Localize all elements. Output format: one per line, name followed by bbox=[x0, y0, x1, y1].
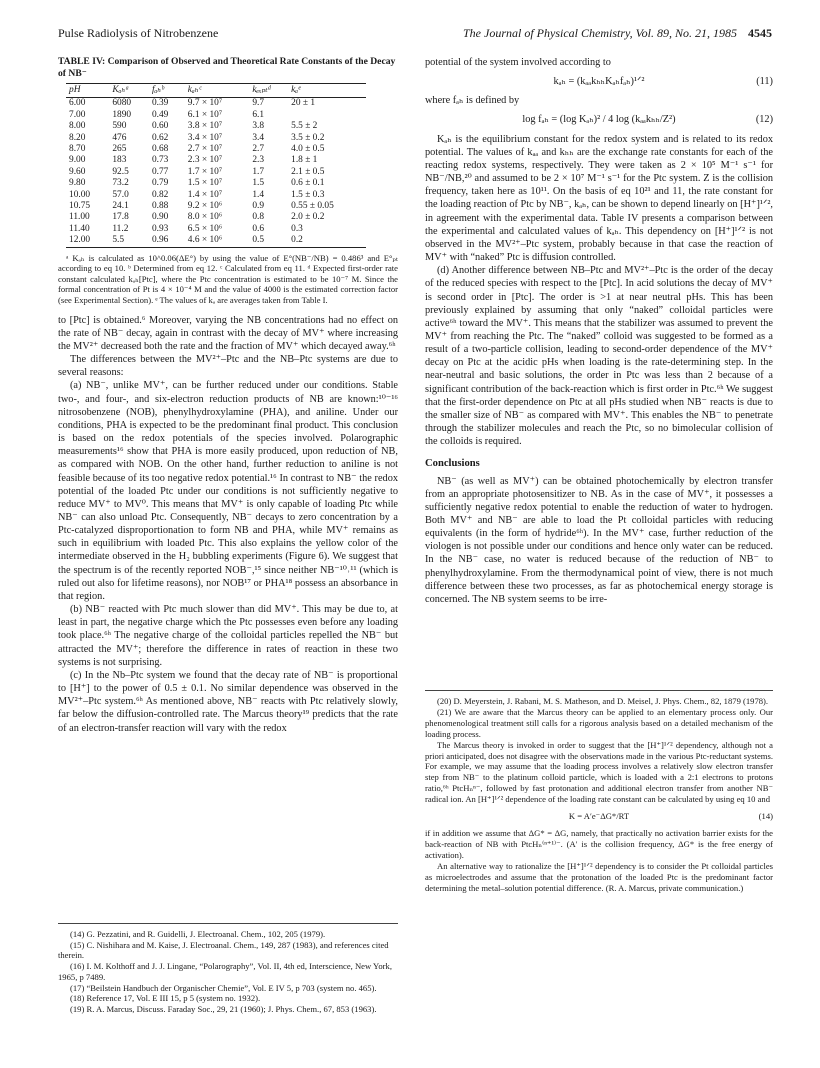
table-cell: 0.8 bbox=[252, 212, 265, 223]
table-row bbox=[66, 212, 366, 223]
table-cell: 10.75 bbox=[69, 201, 91, 212]
reference: (20) D. Meyerstein, J. Rabani, M. S. Matheson, and D. Meisel, J. Phys. Chem., 82, 1879 (1978). bbox=[437, 696, 769, 706]
intro-line: potential of the system involved according to bbox=[425, 57, 611, 68]
table-cell: 6.00 bbox=[69, 98, 86, 109]
table-cell: 0.6 bbox=[252, 223, 265, 234]
right-column bbox=[425, 56, 773, 606]
reference: (14) G. Pezzatini, and R. Guidelli, J. Electroanal. Chem., 102, 205 (1979). bbox=[70, 929, 326, 939]
page-number: 4545 bbox=[748, 26, 772, 40]
col-kexpt: kₑₓₚₜᵈ bbox=[249, 84, 288, 98]
table-footnotes: ᵃ Kₐₕ is calculated as 10^0.06(ΔE°) by using the value of E°(NB⁻/NB) = 0.486³ and E°ₚₜ according to eq 10. ᵇ Determined from eq 12. ᶜ Calculated from eq 11. ᵈ Expected first-order rate constant calculated kₐₕ[Ptc], where the Ptc concentration is estimated to be 10⁻⁷ M. Since the formal concentration of Pt is 4 × 10⁻⁴ M and the value of 4000 is the estimated correction factor (see Experimental Section). ᵉ The values of kₐ are averages taken from Table I. bbox=[58, 252, 398, 306]
reference: (15) C. Nishihara and M. Kaise, J. Electroanal. Chem., 149, 287 (1983), and references cited therein. bbox=[58, 939, 389, 961]
table-row bbox=[66, 235, 366, 247]
running-header bbox=[58, 26, 772, 44]
table-iv bbox=[66, 83, 366, 248]
table-cell: 5.5 ± 2 bbox=[291, 121, 318, 132]
reference: The Marcus theory is invoked in order to suggest that the [H⁺]¹ᐟ² dependency, although not a priori anticipated, does not disagree with the observations made in the various Ptc-reductant systems. For example, we may assume that the loading process involves a relatively slow electron transfer step from NB⁻ to the platinum colloid particle, which is loaded with a 2:1 electrons to protons ratio,⁶ʰ PtcHₙⁿ⁻, followed by fast protonation and additional electron transfer from another NB⁻ radical ion. An [H⁺]¹ᐟ² dependence of the loading rate constant can be calculated by using eq 10 and bbox=[425, 739, 773, 805]
table-row bbox=[66, 167, 366, 178]
table-cell: 0.49 bbox=[151, 109, 169, 120]
table-cell: 2.7 × 10⁷ bbox=[187, 144, 223, 155]
table-cell: 0.5 bbox=[249, 235, 288, 247]
table-cell: 0.96 bbox=[149, 235, 185, 247]
journal-citation: The Journal of Physical Chemistry, Vol. 89, No. 21, 1985 bbox=[463, 26, 737, 40]
table-cell: 3.8 × 10⁷ bbox=[187, 121, 223, 132]
table-cell: 57.0 bbox=[112, 189, 129, 200]
body-paragraph: (a) NB⁻, unlike MV⁺, can be further reduced under our conditions. Stable two-, and four-, and six-electron reduction products of NB are known:¹⁰⁻¹⁶ nitrosobenzene (NOB), phenylhydroxylamine (PHA), and aniline. Under our conditions, PHA is expected to be the predominant final product. This conclusion is based on the redox potentials of the species involved. Polarographic measurements¹⁶ show that PHA is more easily produced, upon reduction of NB, as compared with NOB. On the other hand, further reduction to aniline is not feasible because of its too negative redox potential.¹⁶ In contrast to NB⁻ the redox potential of the loaded Ptc under our conditions is not sufficiently negative to reduce MV⁺ to MV⁰. This means that MV⁺ is only capable of loading Ptc while NB⁻ can also unload Ptc. Consequently, NB⁻ decays to zero concentration by a Ptc-catalyzed disproportionation to form NB and PHA, while MV⁺ remains as such in equilibrium with loaded Ptc. This also explains the yellow color of the intermediate observed in the H₂ bubbling experiments (Figure 6). We suggest that the spectrum is of the recently reported NOB⁻,¹⁵ since neither NB⁻¹⁰˒¹¹ (which is ruled out also for lifetime reasons), nor NOB¹⁷ or PHA¹⁸ possess an absorbance in that region. bbox=[58, 380, 398, 602]
body-paragraph: The differences between the MV²⁺–Ptc and the NB–Ptc systems are due to several reasons: bbox=[58, 354, 398, 379]
equation-14-body: K = A′e⁻ΔG*/RT bbox=[568, 811, 630, 822]
table-cell: 11.00 bbox=[69, 212, 90, 223]
col-kd: kₐᵉ bbox=[288, 84, 366, 98]
table-cell: 0.93 bbox=[151, 223, 169, 234]
header-right bbox=[463, 26, 772, 41]
table-cell: 12.00 bbox=[66, 235, 109, 247]
col-kab: Kₐₕᵃ bbox=[109, 84, 149, 98]
table-row bbox=[66, 155, 366, 166]
table-row bbox=[66, 121, 366, 132]
table-cell: 6080 bbox=[112, 98, 132, 109]
table-cell: 0.2 bbox=[288, 235, 366, 247]
reference-continued: if in addition we assume that ΔG* = ΔG, namely, that practically no activation barrier exists for the back-reaction of NB with PtcHₙ⁽ⁿ⁺¹⁾⁻. (A′ is the collision frequency, ΔG* is the free energy of activation). bbox=[425, 827, 773, 860]
table-cell: 9.60 bbox=[69, 166, 86, 177]
reference: (17) “Beilstein Handbuch der Organischer Chemie”, Vol. E IV 5, p 703 (system no. 465). bbox=[70, 982, 377, 993]
table-cell: 92.5 bbox=[112, 166, 129, 177]
table-cell: 9.00 bbox=[69, 155, 86, 166]
table-cell: 1.7 × 10⁷ bbox=[187, 166, 223, 177]
table-cell: 0.55 ± 0.05 bbox=[291, 201, 334, 212]
table-cell: 8.70 bbox=[69, 144, 86, 155]
table-cell: 6.1 × 10⁷ bbox=[187, 109, 223, 120]
table-row bbox=[66, 190, 366, 201]
reference: (19) R. A. Marcus, Discuss. Faraday Soc., 29, 21 (1960); J. Phys. Chem., 67, 853 (1963). bbox=[70, 1003, 377, 1014]
table-cell: 6.1 bbox=[252, 109, 265, 120]
table-cell: 2.0 ± 0.2 bbox=[291, 212, 325, 223]
table-cell: 1.7 bbox=[252, 166, 265, 177]
table-cell: 1.4 × 10⁷ bbox=[187, 189, 223, 200]
body-paragraph: (d) Another difference between NB–Ptc and MV²⁺–Ptc is the order of the decay of the reduced species with respect to the [Ptc]. In acid solutions the decay of MV⁺ is second order in [Ptc]. The order is >1 at near neutral pHs. This has been previously explained by assuming that only “naked” colloidal particles were active⁶ʰ toward the MV⁺. This means that the stabilizer was assumed to prevent the MV⁺ from reaching the Ptc. The “naked” colloid was suggested to be formed as a result of a two-particle collision, leading to second-order dependence of the MV⁺ decay on Ptc at the acidic pHs when loading is the rate-determining step. In the near-neutral and basic solutions, the order in Ptc was less than 2 because of a significant contribution of the back-reaction which is first order in Ptc.⁶ʰ We suggest that the first-order dependence on Ptc at all pHs studied when NB⁻ reacts is due to the smaller size of NB⁻ as compared with MV⁺. This enables the NB⁻ to penetrate through the stabilizer molecules and reach the Ptc, so no bimolecular collision of the colloids is required. bbox=[425, 265, 773, 448]
equation-11-body: kₐₕ = (kₐₐkₕₕKₐₕfₐₕ)¹ᐟ² bbox=[553, 76, 645, 88]
col-kab-calc: kₐₕᶜ bbox=[185, 84, 250, 98]
table-row bbox=[66, 224, 366, 235]
table-cell: 0.77 bbox=[151, 166, 169, 177]
equation-11 bbox=[425, 75, 773, 88]
right-references bbox=[425, 690, 773, 893]
table-cell: 1.5 bbox=[252, 178, 265, 189]
body-paragraph: (c) In the Nb–Ptc system we found that the decay rate of NB⁻ is proportional to [H⁺] to the power of 0.5 ± 0.1. No similar dependence was observed in the MV²⁺–Ptc system.⁶ʰ As mentioned above, NB⁻ reacts with Ptc relatively slowly, far below the diffusion-controlled rate. The Marcus theory¹⁹ predicts that the rate of an electron-transfer reaction will vary with the redox bbox=[58, 669, 398, 734]
equation-12-number: (12) bbox=[755, 114, 773, 126]
table-cell: 0.3 bbox=[291, 223, 303, 234]
left-references bbox=[58, 923, 398, 1015]
body-paragraph: Kₐₕ is the equilibrium constant for the redox system and is related to its redox potential. The values of kₐₐ and kₕₕ are the exchange rate constants for each of the reacting redox systems, respectively. They were taken as 2 × 10⁵ M⁻¹ s⁻¹ for NB⁻/NB,²⁰ and assumed to be 2 × 10⁷ M⁻¹ s⁻¹ for the Ptc system. Z is the collision frequency, taken here as 10¹¹. On the basis of eq 10²¹ and 11, the rate constant for the loading reaction of Ptc by NB⁻, kₐₕ, can be shown to depend linearly on [H⁺]¹ᐟ², in agreement with the experimental data. Table IV presents a comparison between the experimental and calculated values of kₐₕ. This dependency on [H⁺]¹ᐟ² is not observed in the MV²⁺–Ptc system, probably because in that case the reaction of MV⁺ with “naked” Ptc is diffusion controlled. bbox=[425, 133, 773, 264]
table-cell: 3.4 bbox=[252, 132, 265, 143]
table-cell: 0.73 bbox=[151, 155, 169, 166]
table-cell: 0.79 bbox=[151, 178, 169, 189]
table-cell: 0.62 bbox=[151, 132, 169, 143]
table-row bbox=[66, 98, 366, 110]
table-cell: 0.39 bbox=[151, 98, 169, 109]
equation-11-number: (11) bbox=[756, 76, 773, 88]
table-row bbox=[66, 178, 366, 189]
table-cell: 9.7 × 10⁷ bbox=[187, 98, 223, 109]
table-cell: 8.0 × 10⁶ bbox=[187, 212, 223, 223]
table-cell bbox=[288, 110, 366, 121]
table-cell: 1.8 ± 1 bbox=[291, 155, 318, 166]
table-row bbox=[66, 144, 366, 155]
table-cell: 1.4 bbox=[252, 189, 265, 200]
table-cell: 1.5 × 10⁷ bbox=[187, 178, 223, 189]
where-line: where fₐₕ is defined by bbox=[425, 95, 520, 107]
table-cell: 9.2 × 10⁶ bbox=[187, 201, 223, 212]
table-cell: 265 bbox=[112, 144, 127, 155]
table-row bbox=[66, 110, 366, 121]
equation-12-body: log fₐₕ = (log Kₐₕ)² / 4 log (kₐₐkₕₕ/Z²) bbox=[522, 114, 676, 126]
table-cell: 4.0 ± 0.5 bbox=[291, 144, 325, 155]
table-cell: 9.7 bbox=[252, 98, 265, 109]
table-cell: 9.80 bbox=[69, 178, 86, 189]
table-cell: 10.00 bbox=[69, 189, 91, 200]
table-cell: 11.40 bbox=[69, 223, 90, 234]
reference: (18) Reference 17, Vol. E III 15, p 5 (system no. 1932). bbox=[70, 993, 261, 1004]
body-paragraph: (b) NB⁻ reacted with Ptc much slower than did MV⁺. This may be due to, at least in part, the negative charge which the Ptc possesses even before any loading took place.⁶ʰ The negative charge of the colloidal particles repelled the NB⁻ but attracted the MV⁺; therefore the difference in rates of reaction in these two systems is not surprising. bbox=[58, 604, 398, 668]
table-cell: 0.9 bbox=[252, 201, 265, 212]
table-row bbox=[66, 133, 366, 144]
reference: An alternative way to rationalize the [H⁺]¹ᐟ² dependency is to consider the Pt colloidal particles as microelectrodes and assume that the protonation of the loaded Ptc is the predominant factor determining the metal–solution potential difference. (R. A. Marcus, private communication.) bbox=[425, 860, 773, 893]
table-cell: 7.00 bbox=[69, 109, 86, 120]
equation-14 bbox=[425, 811, 773, 822]
table-cell: 24.1 bbox=[112, 201, 129, 212]
table-cell: 183 bbox=[112, 155, 127, 166]
table-cell: 11.2 bbox=[112, 223, 129, 234]
table-cell: 17.8 bbox=[112, 212, 129, 223]
conclusions-paragraph: NB⁻ (as well as MV⁺) can be obtained photochemically by electron transfer from an appropriate photosensitizer to NB. As in the case of MV⁺, it possesses a sufficiently negative redox potential to enable the reduction of water to hydrogen. Both MV⁺ and NB⁻ are able to load the Pt colloidal particles with reducing equivalents (in the form of hydride⁶ʰ). In the MV⁺ case, further reduction of the viologen is not possible under our conditions and hence only water can be reduced. In the NB⁻ case, no water is reduced because of the reduction of NB⁻ to phenylhydroxylamine. From the thermodynamical point of view, there is not much difference between these two processes, as far as photochemical energy storage is concerned. The NB system seems to be irre- bbox=[425, 475, 773, 605]
body-paragraph: to [Ptc] is obtained.⁶ Moreover, varying the NB concentrations had no effect on the rate of NB⁻ decay, again in contrast with the decay of MV⁺ where increasing the MV²⁺ decreased both the rate and the fraction of MV⁺ which decayed away.⁶ʰ bbox=[58, 314, 398, 352]
table-cell: 73.2 bbox=[112, 178, 129, 189]
reference: (21) We are aware that the Marcus theory can be applied to an elementary process only. Our phenomenological treatment still calls for a rigorous analysis based on a detailed mechanism of the loading process. bbox=[425, 706, 773, 739]
table-cell: 0.82 bbox=[151, 189, 169, 200]
table-cell: 1890 bbox=[112, 109, 132, 120]
table-cell: 0.6 ± 0.1 bbox=[291, 178, 325, 189]
table-cell: 2.1 ± 0.5 bbox=[291, 166, 325, 177]
table-cell: 8.00 bbox=[69, 121, 86, 132]
table-cell: 0.60 bbox=[151, 121, 169, 132]
table-cell: 0.88 bbox=[151, 201, 169, 212]
col-fab: fₐₕᵇ bbox=[149, 84, 185, 98]
table-cell: 20 ± 1 bbox=[291, 98, 316, 109]
table-cell: 4.6 × 10⁶ bbox=[185, 235, 250, 247]
section-heading-conclusions: Conclusions bbox=[425, 458, 480, 470]
table-cell: 5.5 bbox=[109, 235, 149, 247]
table-cell: 3.8 bbox=[252, 121, 265, 132]
table-caption: TABLE IV: Comparison of Observed and Theoretical Rate Constants of the Decay of NB⁻ bbox=[58, 56, 396, 79]
table-header-row bbox=[66, 84, 366, 98]
table-cell: 6.5 × 10⁶ bbox=[187, 223, 223, 234]
table-cell: 8.20 bbox=[69, 132, 86, 143]
table-cell: 2.3 bbox=[252, 155, 265, 166]
table-cell: 590 bbox=[112, 121, 127, 132]
equation-12 bbox=[425, 113, 773, 126]
table-cell: 0.90 bbox=[151, 212, 169, 223]
col-ph: pH bbox=[66, 84, 109, 98]
table-cell: 0.68 bbox=[151, 144, 169, 155]
table-cell: 3.4 × 10⁷ bbox=[187, 132, 223, 143]
table-cell: 476 bbox=[112, 132, 127, 143]
table-cell: 2.7 bbox=[252, 144, 265, 155]
reference: (16) I. M. Kolthoff and J. J. Lingane, “Polarography”, Vol. II, 4th ed, Interscience, New York, 1965, p 7489. bbox=[58, 961, 392, 982]
table-cell: 2.3 × 10⁷ bbox=[187, 155, 223, 166]
equation-14-number: (14) bbox=[758, 811, 773, 822]
header-left: Pulse Radiolysis of Nitrobenzene bbox=[58, 26, 219, 40]
left-column bbox=[58, 56, 398, 735]
table-cell: 1.5 ± 0.3 bbox=[291, 189, 325, 200]
table-body bbox=[66, 98, 366, 247]
table-cell: 3.5 ± 0.2 bbox=[291, 132, 325, 143]
table-row bbox=[66, 201, 366, 212]
